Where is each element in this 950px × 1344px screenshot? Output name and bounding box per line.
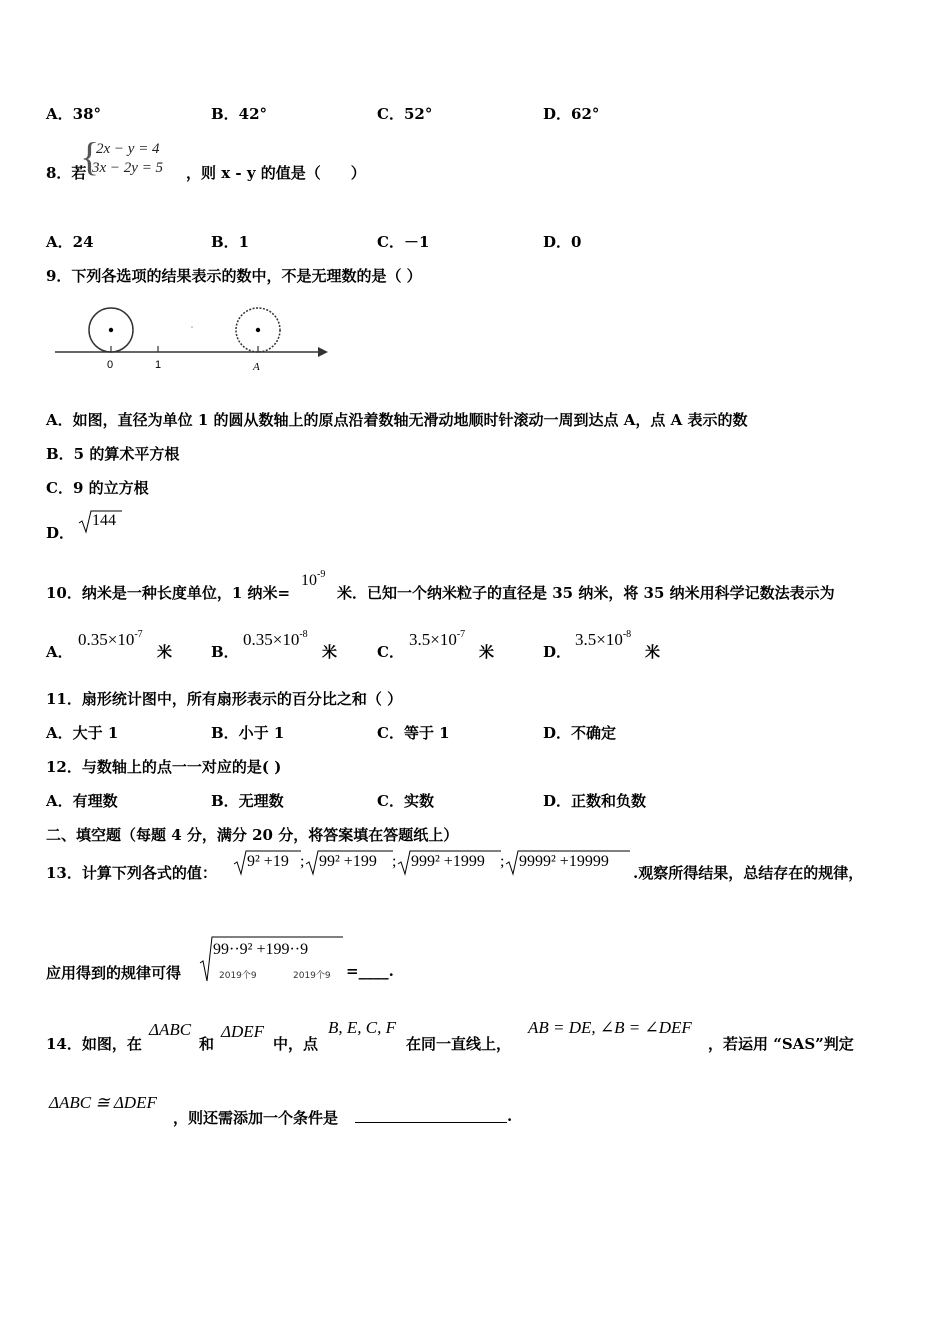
q12-option-a: A．有理数: [46, 792, 118, 810]
q10-option-d-value: $3.5\times 10^{-8}$: [575, 629, 632, 649]
q14-p4: 在同一直线上，: [406, 1035, 512, 1053]
q12-option-b: B．无理数: [211, 792, 284, 810]
q8-stem: ，则 x - y 的值是（ ）: [186, 164, 366, 182]
q7-option-d: D．62°: [543, 105, 600, 123]
q7-option-b: B．42°: [211, 105, 268, 123]
label-0: 0: [107, 359, 114, 371]
q14-p2: 和: [199, 1035, 215, 1053]
q14-points: B, E, C, F: [328, 1018, 396, 1037]
q12-stem: 12．与数轴上的点一一对应的是( ): [46, 758, 282, 776]
q9-option-a: A．如图，直径为单位 1 的圆从数轴上的原点沿着数轴无滑动地顺时针滚动一周到达点 A，点 A 表示的数: [46, 411, 748, 429]
q9-number-line-figure: [50, 300, 340, 380]
q10-option-b-label: B．: [211, 643, 239, 661]
q10-option-a-unit: 米: [157, 643, 173, 661]
q13-answer-blank[interactable]: =____.: [346, 962, 394, 980]
q13-expressions: 9² +19 ; 99² +199 ; 999² +1999 ; 9999² +19999: [233, 848, 633, 876]
q14-tri1: ΔABC: [149, 1020, 192, 1039]
q9-option-c: C．9 的立方根: [46, 479, 149, 497]
arrow-icon: [318, 347, 328, 357]
q8-number: 8．若: [46, 164, 87, 182]
q9-option-b: B．5 的算术平方根: [46, 445, 180, 463]
q14-congruence: ΔABC ≅ ΔDEF: [49, 1093, 157, 1112]
q11-option-b: B．小于 1: [211, 724, 285, 742]
q8-brace: {: [80, 134, 100, 179]
q11-stem: 11．扇形统计图中，所有扇形表示的百分比之和（ ）: [46, 690, 403, 708]
q10-stem-b: 米．已知一个纳米粒子的直径是 35 纳米，将 35 纳米用科学记数法表示为: [337, 584, 835, 602]
q13-stem-b: .观察所得结果，总结存在的规律，: [633, 864, 864, 882]
q11-option-a: A．大于 1: [46, 724, 119, 742]
q13-apply: 应用得到的规律可得: [46, 964, 182, 982]
circle-center-dot: [256, 328, 260, 332]
q12-option-c: C．实数: [377, 792, 434, 810]
q11-option-d: D．不确定: [543, 724, 617, 742]
q14-condition: AB = DE, ∠B = ∠DEF: [528, 1018, 692, 1037]
q7-option-a: A．38°: [46, 105, 102, 123]
q10-option-c-unit: 米: [479, 643, 495, 661]
q11-option-c: C．等于 1: [377, 724, 450, 742]
q14-p5: ，若运用 “SAS”判定: [708, 1035, 854, 1053]
q8-eq2: 3x − 2y = 5: [92, 160, 164, 176]
label-1: 1: [155, 359, 162, 371]
q10-option-a-label: A．: [46, 643, 73, 661]
q10-option-b-value: $0.35\times 10^{-8}$: [243, 629, 308, 649]
q10-option-d-label: D．: [543, 643, 572, 661]
q10-option-c-value: $3.5\times 10^{-7}$: [409, 629, 466, 649]
q9-option-d-label: D．: [46, 524, 75, 542]
q12-option-d: D．正数和负数: [543, 792, 647, 810]
under-label-1: 2019个9: [219, 971, 257, 981]
q14-end: .: [507, 1107, 513, 1125]
q10-option-a-value: $0.35\times 10^{-7}$: [78, 629, 143, 649]
q7-option-c: C．52°: [377, 105, 433, 123]
q10-option-d-unit: 米: [645, 643, 661, 661]
label-a: A: [253, 361, 260, 373]
q9-stem: 9．下列各选项的结果表示的数中，不是无理数的是（ ）: [46, 267, 422, 285]
q10-unit: $10^{-9}$: [301, 569, 326, 589]
q8-option-d: D．0: [543, 233, 582, 251]
q8-option-a: A．24: [46, 233, 94, 251]
q13-big-sqrt: 99··9² +199··9 2019个9 2019个9: [199, 935, 349, 983]
q10-option-c-label: C．: [377, 643, 404, 661]
q13-stem-a: 13．计算下列各式的值：: [46, 864, 217, 882]
q10-stem-a: 10．纳米是一种长度单位，1 纳米=: [46, 584, 291, 602]
section-2-title: 二、填空题（每题 4 分，满分 20 分，将答案填在答题纸上）: [46, 826, 459, 844]
q14-p6: ，则还需添加一个条件是: [173, 1109, 339, 1127]
circle-center-dot: [109, 328, 113, 332]
q8-eq1: 2x − y = 4: [96, 141, 160, 157]
q10-option-b-unit: 米: [322, 643, 338, 661]
under-label-2: 2019个9: [293, 971, 331, 981]
q8-option-b: B．1: [211, 233, 250, 251]
q14-answer-blank[interactable]: [355, 1108, 507, 1123]
q14-p1: 14．如图，在: [46, 1035, 142, 1053]
q14-tri2: ΔDEF: [221, 1022, 265, 1041]
q8-option-c: C．－1: [377, 233, 430, 251]
q14-p3: 中，点: [273, 1035, 319, 1053]
